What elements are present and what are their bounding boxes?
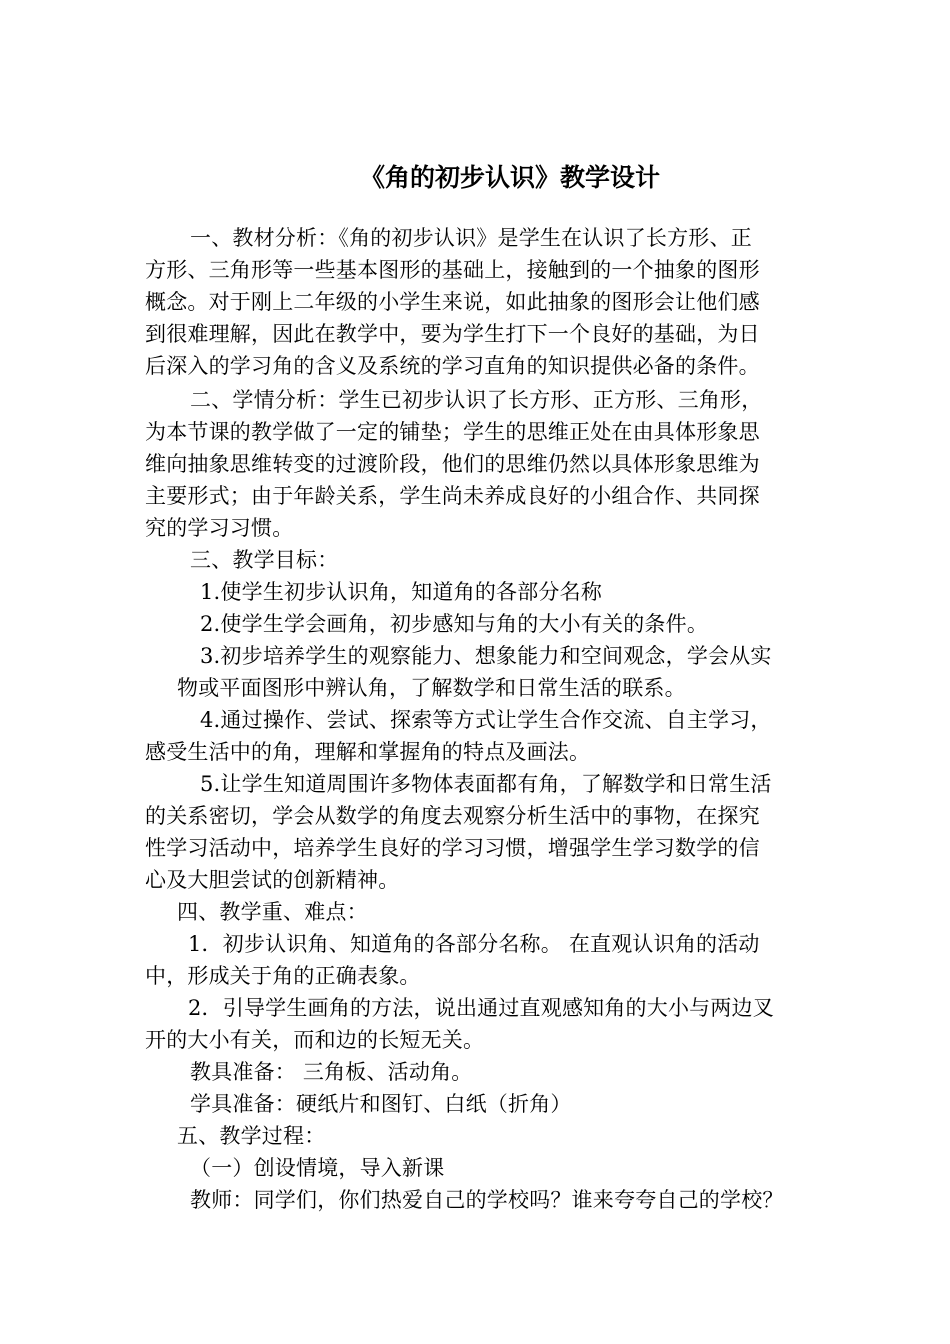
- document-title: 《角的初步认识》教学设计: [359, 163, 660, 192]
- text-line: 物或平面图形中辨认角，了解数学和日常生活的联系。: [177, 676, 686, 700]
- text-line: 五、教学过程：: [177, 1124, 326, 1148]
- text-line: 四、教学重、难点：: [177, 900, 368, 924]
- text-line: 究的学习习惯。: [145, 516, 294, 540]
- text-line: 2．引导学生画角的方法，说出通过直观感知角的大小与两边叉: [188, 996, 774, 1020]
- text-line: 到很难理解，因此在教学中，要为学生打下一个良好的基础，为日: [145, 322, 760, 346]
- text-line: 方形、三角形等一些基本图形的基础上，接触到的一个抽象的图形: [145, 258, 760, 282]
- text-line: 的关系密切，学会从数学的角度去观察分析生活中的事物，在探究: [145, 804, 760, 828]
- text-line: 教师：同学们，你们热爱自己的学校吗？谁来夸夸自己的学校？: [190, 1188, 784, 1212]
- text-line: 一、教材分析：《角的初步认识》是学生在认识了长方形、正: [190, 226, 752, 250]
- text-line: 开的大小有关，而和边的长短无关。: [145, 1028, 485, 1052]
- text-line: 为本节课的教学做了一定的铺垫；学生的思维正处在由具体形象思: [145, 420, 760, 444]
- text-line: 三、教学目标：: [190, 548, 339, 572]
- text-line: 主要形式；由于年龄关系，学生尚未养成良好的小组合作、共同探: [145, 484, 760, 508]
- text-line: 后深入的学习角的含义及系统的学习直角的知识提供必备的条件。: [145, 354, 760, 378]
- text-line: 3.初步培养学生的观察能力、想象能力和空间观念，学会从实: [200, 644, 772, 668]
- text-line: 概念。对于刚上二年级的小学生来说，如此抽象的图形会让他们感: [145, 290, 760, 314]
- text-line: 4.通过操作、尝试、探索等方式让学生合作交流、自主学习，: [200, 708, 772, 732]
- text-line: 1．初步认识角、知道角的各部分名称。 在直观认识角的活动: [188, 932, 760, 956]
- text-line: 感受生活中的角，理解和掌握角的特点及画法。: [145, 740, 591, 764]
- text-line: 学具准备：硬纸片和图钉、白纸（折角）: [190, 1092, 572, 1116]
- text-line: （一）创设情境，导入新课: [190, 1156, 445, 1180]
- text-line: 2.使学生学会画角，初步感知与角的大小有关的条件。: [200, 612, 709, 636]
- text-line: 1.使学生初步认识角，知道角的各部分名称: [200, 580, 603, 604]
- text-line: 教具准备： 三角板、活动角。: [190, 1060, 473, 1084]
- text-line: 中，形成关于角的正确表象。: [145, 964, 421, 988]
- text-line: 二、学情分析：学生已初步认识了长方形、正方形、三角形，: [190, 388, 763, 412]
- text-line: 心及大胆尝试的创新精神。: [145, 868, 400, 892]
- text-line: 性学习活动中，培养学生良好的学习习惯，增强学生学习数学的信: [145, 836, 760, 860]
- text-line: 5.让学生知道周围许多物体表面都有角，了解数学和日常生活: [200, 772, 772, 796]
- text-line: 维向抽象思维转变的过渡阶段，他们的思维仍然以具体形象思维为: [145, 452, 760, 476]
